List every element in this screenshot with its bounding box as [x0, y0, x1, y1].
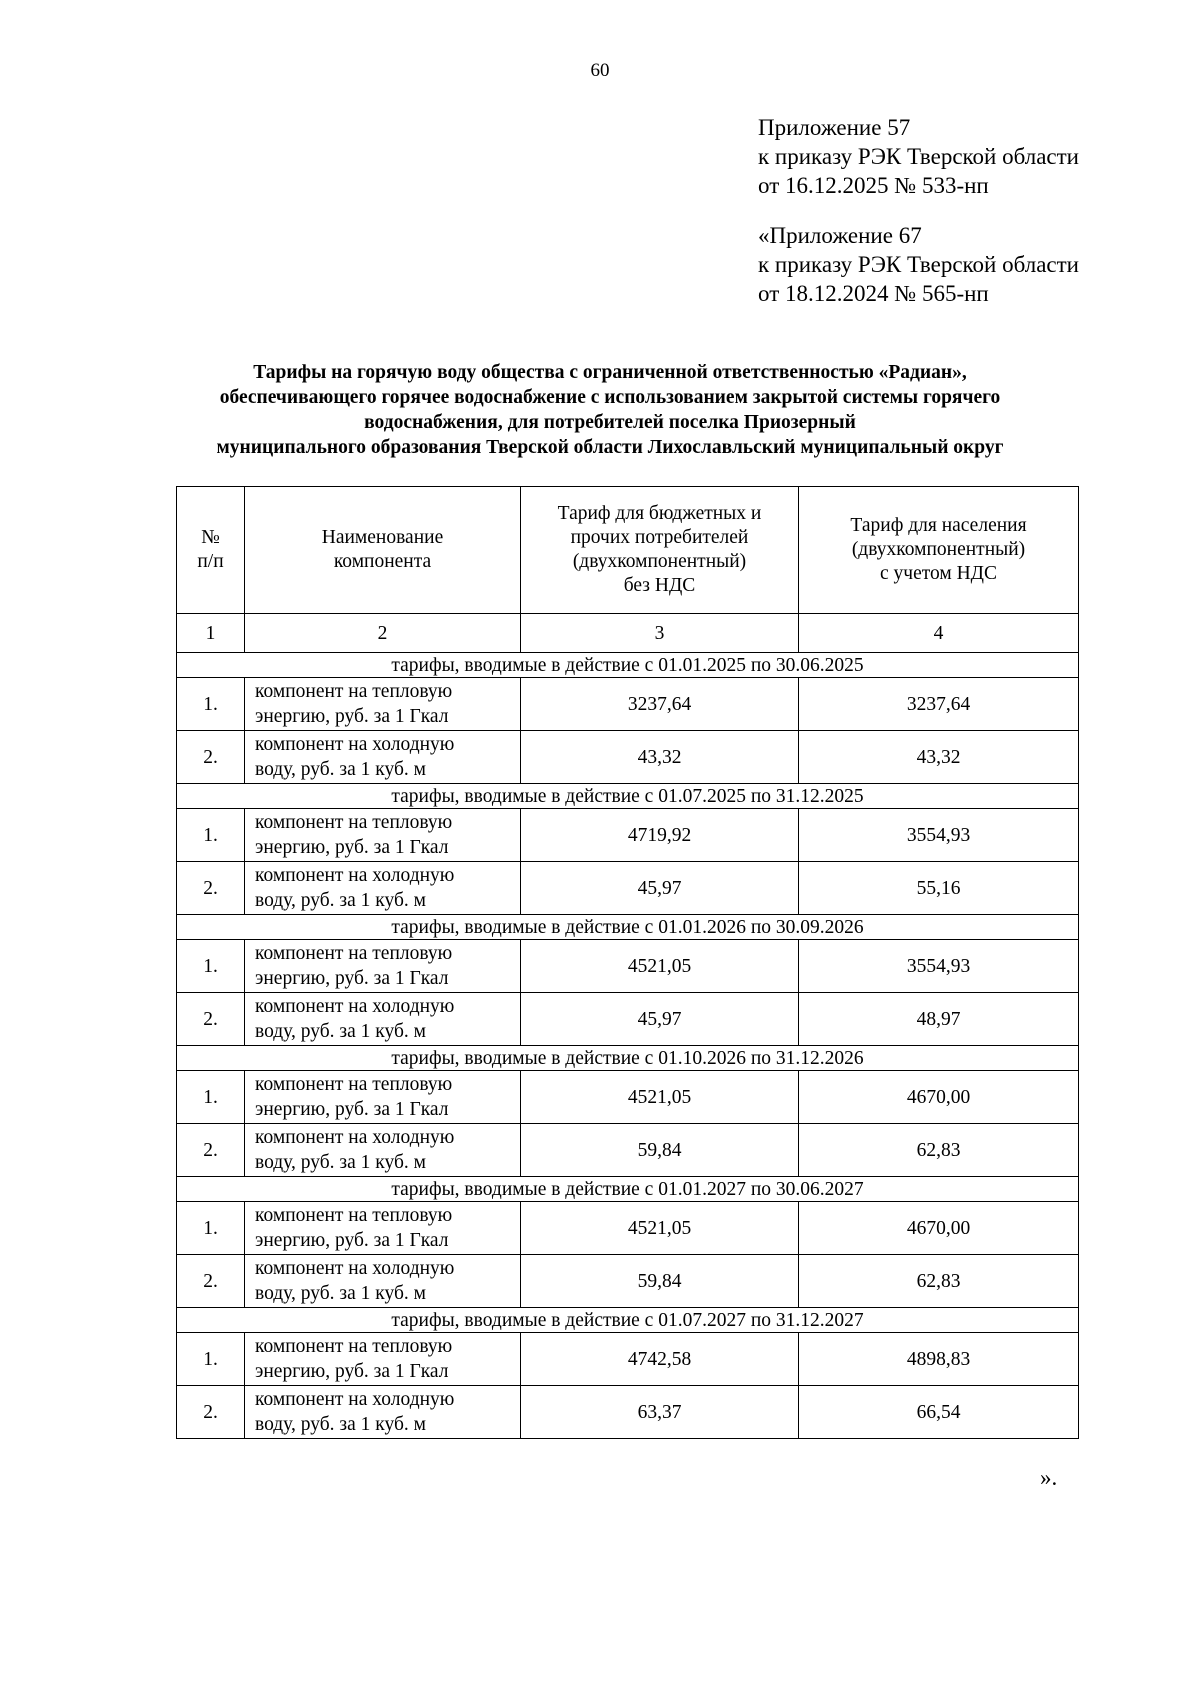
- appendix-current-header: [758, 113, 1178, 200]
- table-header-row: [177, 487, 1079, 614]
- budget-tariff-value: 4521,05: [521, 940, 799, 993]
- component-name: [245, 1202, 521, 1255]
- component-name-line: энергию, руб. за 1 Гкал: [255, 1361, 449, 1382]
- period-label: тарифы, вводимые в действие с 01.01.2027 по 30.06.2027: [177, 1177, 1079, 1202]
- component-name-line: воду, руб. за 1 куб. м: [255, 1283, 426, 1304]
- appendix-original-header: [758, 221, 1178, 308]
- period-row: [177, 784, 1079, 809]
- budget-tariff-value: 3237,64: [521, 678, 799, 731]
- component-name: [245, 1386, 521, 1439]
- row-number: 1.: [177, 1202, 245, 1255]
- budget-tariff-value: 63,37: [521, 1386, 799, 1439]
- component-name-line: компонент на тепловую: [255, 1205, 453, 1226]
- component-name: [245, 678, 521, 731]
- period-row: [177, 1308, 1079, 1333]
- header-budget-tariff: Тариф для бюджетных и прочих потребителей (двухкомпонентный) без НДС: [521, 487, 799, 614]
- population-tariff-value: 62,83: [799, 1255, 1079, 1308]
- column-number: 1: [177, 614, 245, 653]
- page-number: 60: [590, 60, 610, 81]
- row-number: 2.: [177, 862, 245, 915]
- population-tariff-value: 4898,83: [799, 1333, 1079, 1386]
- column-number-row: [177, 614, 1079, 653]
- table-row: [177, 1255, 1079, 1308]
- appendix-current-line: от 16.12.2025 № 533-нп: [758, 173, 989, 198]
- period-label: тарифы, вводимые в действие с 01.07.2027 по 31.12.2027: [177, 1308, 1079, 1333]
- budget-tariff-value: 43,32: [521, 731, 799, 784]
- component-name-line: энергию, руб. за 1 Гкал: [255, 1230, 449, 1251]
- component-name: [245, 862, 521, 915]
- table-row: [177, 1386, 1079, 1439]
- table-row: [177, 1124, 1079, 1177]
- header-row-number: № п/п: [177, 487, 245, 614]
- period-row: [177, 653, 1079, 678]
- row-number: 1.: [177, 940, 245, 993]
- table-row: [177, 1202, 1079, 1255]
- row-number: 2.: [177, 731, 245, 784]
- period-row: [177, 915, 1079, 940]
- period-label: тарифы, вводимые в действие с 01.01.2026 по 30.09.2026: [177, 915, 1079, 940]
- appendix-original-line: «Приложение 67: [758, 223, 922, 248]
- document-title-line: обеспечивающего горячее водоснабжение с использованием закрытой системы горячего: [219, 387, 1001, 408]
- budget-tariff-value: 45,97: [521, 993, 799, 1046]
- table-row: [177, 678, 1079, 731]
- budget-tariff-value: 59,84: [521, 1124, 799, 1177]
- component-name: [245, 1333, 521, 1386]
- row-number: 2.: [177, 1255, 245, 1308]
- closing-quote: ».: [1040, 1465, 1058, 1490]
- component-name-line: энергию, руб. за 1 Гкал: [255, 706, 449, 727]
- table-row: [177, 1071, 1079, 1124]
- component-name-line: компонент на холодную: [255, 865, 455, 886]
- column-number: 3: [521, 614, 799, 653]
- document-title-line: Тарифы на горячую воду общества с ограниченной ответственностью «Радиан»,: [253, 362, 967, 383]
- component-name-line: энергию, руб. за 1 Гкал: [255, 837, 449, 858]
- component-name-line: компонент на тепловую: [255, 1074, 453, 1095]
- document-title-line: муниципального образования Тверской области Лихославльский муниципальный округ: [216, 437, 1004, 458]
- row-number: 2.: [177, 1386, 245, 1439]
- population-tariff-value: 3554,93: [799, 809, 1079, 862]
- row-number: 1.: [177, 809, 245, 862]
- budget-tariff-value: 4521,05: [521, 1071, 799, 1124]
- component-name: [245, 1255, 521, 1308]
- header-component-name: Наименование компонента: [245, 487, 521, 614]
- row-number: 2.: [177, 993, 245, 1046]
- component-name-line: энергию, руб. за 1 Гкал: [255, 968, 449, 989]
- component-name-line: компонент на тепловую: [255, 1336, 453, 1357]
- budget-tariff-value: 4719,92: [521, 809, 799, 862]
- period-label: тарифы, вводимые в действие с 01.01.2025 по 30.06.2025: [177, 653, 1079, 678]
- appendix-current-line: к приказу РЭК Тверской области: [758, 144, 1079, 169]
- appendix-original-line: от 18.12.2024 № 565-нп: [758, 281, 989, 306]
- population-tariff-value: 48,97: [799, 993, 1079, 1046]
- component-name-line: компонент на тепловую: [255, 812, 453, 833]
- component-name-line: компонент на холодную: [255, 1389, 455, 1410]
- component-name-line: компонент на тепловую: [255, 681, 453, 702]
- appendix-current-line: Приложение 57: [758, 115, 911, 140]
- row-number: 1.: [177, 678, 245, 731]
- period-row: [177, 1046, 1079, 1071]
- table-row: [177, 1333, 1079, 1386]
- population-tariff-value: 3237,64: [799, 678, 1079, 731]
- component-name: [245, 1124, 521, 1177]
- tariff-table: [176, 486, 1079, 1439]
- component-name-line: компонент на холодную: [255, 734, 455, 755]
- component-name: [245, 731, 521, 784]
- budget-tariff-value: 45,97: [521, 862, 799, 915]
- table-row: [177, 940, 1079, 993]
- population-tariff-value: 4670,00: [799, 1202, 1079, 1255]
- component-name-line: воду, руб. за 1 куб. м: [255, 1414, 426, 1435]
- table-row: [177, 993, 1079, 1046]
- population-tariff-value: 62,83: [799, 1124, 1079, 1177]
- row-number: 2.: [177, 1124, 245, 1177]
- row-number: 1.: [177, 1071, 245, 1124]
- table-row: [177, 862, 1079, 915]
- header-population-tariff: Тариф для населения (двухкомпонентный) с учетом НДС: [799, 487, 1079, 614]
- document-title-line: водоснабжения, для потребителей поселка Приозерный: [364, 412, 856, 433]
- component-name-line: воду, руб. за 1 куб. м: [255, 1152, 426, 1173]
- column-number: 4: [799, 614, 1079, 653]
- component-name: [245, 940, 521, 993]
- period-row: [177, 1177, 1079, 1202]
- population-tariff-value: 4670,00: [799, 1071, 1079, 1124]
- component-name-line: компонент на холодную: [255, 1127, 455, 1148]
- component-name-line: компонент на холодную: [255, 1258, 455, 1279]
- component-name-line: компонент на холодную: [255, 996, 455, 1017]
- budget-tariff-value: 4742,58: [521, 1333, 799, 1386]
- document-title: [140, 360, 1080, 460]
- table-row: [177, 731, 1079, 784]
- column-number: 2: [245, 614, 521, 653]
- row-number: 1.: [177, 1333, 245, 1386]
- component-name: [245, 809, 521, 862]
- component-name-line: энергию, руб. за 1 Гкал: [255, 1099, 449, 1120]
- population-tariff-value: 55,16: [799, 862, 1079, 915]
- period-label: тарифы, вводимые в действие с 01.07.2025 по 31.12.2025: [177, 784, 1079, 809]
- tariff-table-body: [177, 653, 1079, 1439]
- budget-tariff-value: 4521,05: [521, 1202, 799, 1255]
- budget-tariff-value: 59,84: [521, 1255, 799, 1308]
- component-name-line: компонент на тепловую: [255, 943, 453, 964]
- population-tariff-value: 66,54: [799, 1386, 1079, 1439]
- component-name-line: воду, руб. за 1 куб. м: [255, 759, 426, 780]
- table-row: [177, 809, 1079, 862]
- component-name: [245, 993, 521, 1046]
- component-name-line: воду, руб. за 1 куб. м: [255, 890, 426, 911]
- population-tariff-value: 3554,93: [799, 940, 1079, 993]
- appendix-original-line: к приказу РЭК Тверской области: [758, 252, 1079, 277]
- component-name: [245, 1071, 521, 1124]
- component-name-line: воду, руб. за 1 куб. м: [255, 1021, 426, 1042]
- period-label: тарифы, вводимые в действие с 01.10.2026 по 31.12.2026: [177, 1046, 1079, 1071]
- population-tariff-value: 43,32: [799, 731, 1079, 784]
